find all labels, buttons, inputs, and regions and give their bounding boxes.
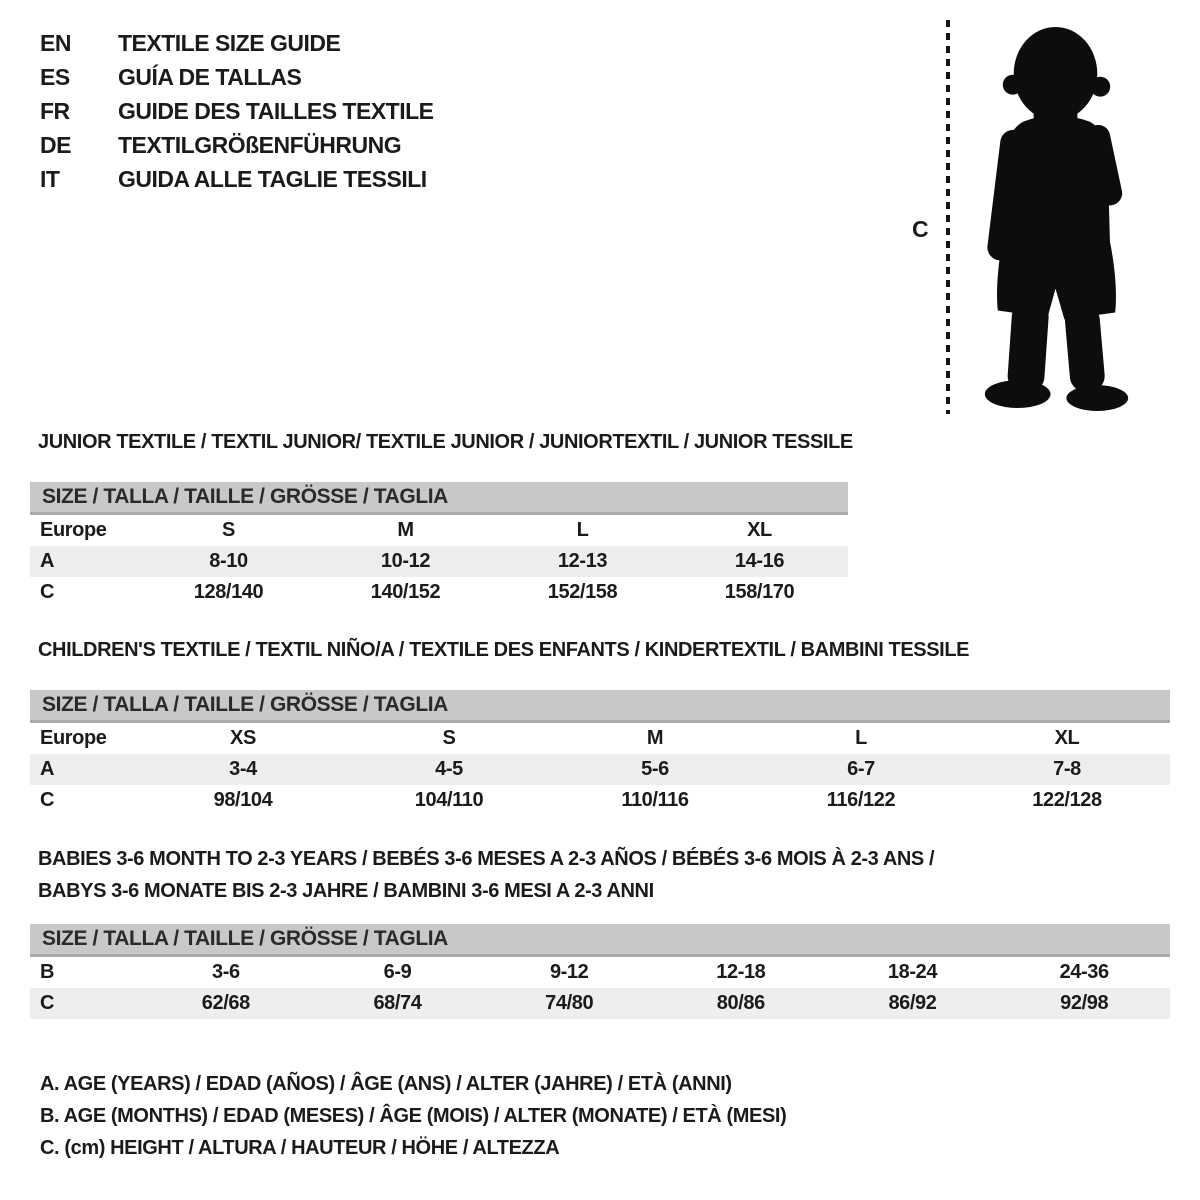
legend-line: C. (cm) HEIGHT / ALTURA / HAUTEUR / HÖHE / ALTEZZA bbox=[40, 1137, 560, 1159]
row-label: C bbox=[40, 992, 55, 1014]
measure-legend bbox=[40, 1068, 786, 1164]
section-title-line: BABYS 3-6 MONATE BIS 2-3 JAHRE / BAMBINI 3-6 MESI A 2-3 ANNI bbox=[38, 880, 654, 902]
language-code: IT bbox=[40, 165, 60, 192]
table-cell: 116/122 bbox=[826, 789, 896, 811]
table-row bbox=[30, 957, 1170, 988]
language-row bbox=[40, 60, 434, 94]
table-cell: 7-8 bbox=[1053, 758, 1081, 780]
toddler-silhouette-icon bbox=[965, 22, 1145, 420]
table-cell: 128/140 bbox=[193, 581, 264, 603]
row-label: B bbox=[40, 961, 55, 983]
size-table-babies bbox=[30, 924, 1170, 1019]
table-cell: 158/170 bbox=[724, 581, 795, 603]
section-babies-textile bbox=[30, 843, 1170, 1019]
table-cell: 86/92 bbox=[888, 992, 937, 1014]
table-cell: 6-9 bbox=[383, 961, 412, 983]
table-row bbox=[30, 785, 1170, 816]
table-cell: 14-16 bbox=[734, 550, 785, 572]
table-cell: XS bbox=[230, 727, 256, 749]
row-label: Europe bbox=[40, 727, 107, 749]
section-title-line: JUNIOR TEXTILE / TEXTIL JUNIOR/ TEXTILE JUNIOR / JUNIORTEXTIL / JUNIOR TESSILE bbox=[38, 431, 853, 453]
size-table-children bbox=[30, 690, 1170, 816]
legend-line: B. AGE (MONTHS) / EDAD (MESES) / ÂGE (MOIS) / ALTER (MONATE) / ETÀ (MESI) bbox=[40, 1105, 787, 1127]
table-cell: XL bbox=[747, 519, 772, 541]
table-cell: M bbox=[397, 519, 414, 541]
table-cell: 80/86 bbox=[716, 992, 765, 1014]
table-row bbox=[30, 515, 848, 546]
language-title: GUÍA DE TALLAS bbox=[118, 63, 302, 90]
section-title-line: CHILDREN'S TEXTILE / TEXTIL NIÑO/A / TEXTILE DES ENFANTS / KINDERTEXTIL / BAMBINI TESSILE bbox=[38, 639, 970, 661]
table-row bbox=[30, 723, 1170, 754]
table-cell: 98/104 bbox=[213, 789, 273, 811]
table-cell: L bbox=[855, 727, 867, 749]
language-code: FR bbox=[40, 97, 70, 124]
language-row bbox=[40, 128, 434, 162]
table-cell: 74/80 bbox=[545, 992, 594, 1014]
row-label: A bbox=[40, 550, 55, 572]
legend-line: A. AGE (YEARS) / EDAD (AÑOS) / ÂGE (ANS) / ALTER (JAHRE) / ETÀ (ANNI) bbox=[40, 1073, 732, 1095]
table-cell: 12-13 bbox=[557, 550, 608, 572]
measure-label-c: C bbox=[912, 216, 929, 242]
table-cell: 110/116 bbox=[621, 789, 689, 811]
table-cell: S bbox=[442, 727, 456, 749]
table-cell: 12-18 bbox=[716, 961, 766, 983]
language-code: DE bbox=[40, 131, 71, 158]
table-cell: 8-10 bbox=[209, 550, 248, 572]
table-cell: M bbox=[646, 727, 664, 749]
size-table-header: SIZE / TALLA / TAILLE / GRÖSSE / TAGLIA bbox=[30, 924, 1170, 957]
table-row bbox=[30, 988, 1170, 1019]
table-cell: 122/128 bbox=[1032, 789, 1102, 811]
language-title: TEXTILGRÖßENFÜHRUNG bbox=[118, 131, 402, 158]
height-measure-figure bbox=[880, 0, 1180, 440]
section-junior-textile bbox=[30, 430, 853, 608]
language-title: GUIDE DES TAILLES TEXTILE bbox=[118, 97, 434, 124]
section-title bbox=[30, 638, 1170, 663]
table-cell: 10-12 bbox=[380, 550, 431, 572]
table-cell: 18-24 bbox=[887, 961, 938, 983]
height-dashed-line bbox=[946, 20, 950, 414]
table-cell: 9-12 bbox=[549, 961, 589, 983]
table-cell: 104/110 bbox=[414, 789, 484, 811]
table-cell: 3-6 bbox=[211, 961, 240, 983]
table-cell: 5-6 bbox=[641, 758, 669, 780]
language-row bbox=[40, 162, 434, 196]
row-label: A bbox=[40, 758, 55, 780]
row-label: Europe bbox=[40, 519, 107, 541]
table-cell: 62/68 bbox=[201, 992, 250, 1014]
section-title bbox=[30, 843, 1170, 907]
language-code: EN bbox=[40, 29, 71, 56]
language-row bbox=[40, 94, 434, 128]
table-cell: 4-5 bbox=[435, 758, 463, 780]
language-title: TEXTILE SIZE GUIDE bbox=[118, 29, 341, 56]
language-title-list bbox=[40, 26, 434, 196]
table-row bbox=[30, 546, 848, 577]
table-cell: 152/158 bbox=[547, 581, 618, 603]
table-row bbox=[30, 577, 848, 608]
row-label: C bbox=[40, 789, 55, 811]
table-row bbox=[30, 754, 1170, 785]
table-cell: 6-7 bbox=[847, 758, 875, 780]
language-title: GUIDA ALLE TAGLIE TESSILI bbox=[118, 165, 427, 192]
table-cell: L bbox=[576, 519, 589, 541]
table-cell: S bbox=[222, 519, 235, 541]
table-cell: 92/98 bbox=[1060, 992, 1109, 1014]
table-cell: 68/74 bbox=[373, 992, 422, 1014]
table-cell: XL bbox=[1054, 727, 1080, 749]
size-table-junior bbox=[30, 482, 848, 608]
size-table-header: SIZE / TALLA / TAILLE / GRÖSSE / TAGLIA bbox=[30, 690, 1170, 723]
table-cell: 24-36 bbox=[1059, 961, 1109, 983]
row-label: C bbox=[40, 581, 55, 603]
language-code: ES bbox=[40, 63, 70, 90]
size-table-header: SIZE / TALLA / TAILLE / GRÖSSE / TAGLIA bbox=[30, 482, 848, 515]
section-title-line: BABIES 3-6 MONTH TO 2-3 YEARS / BEBÉS 3-6 MESES A 2-3 AÑOS / BÉBÉS 3-6 MOIS À 2-3 ANS / bbox=[38, 848, 935, 870]
table-cell: 3-4 bbox=[229, 758, 257, 780]
section-children-textile bbox=[30, 638, 1170, 816]
language-row bbox=[40, 26, 434, 60]
table-cell: 140/152 bbox=[370, 581, 441, 603]
section-title bbox=[30, 430, 853, 455]
